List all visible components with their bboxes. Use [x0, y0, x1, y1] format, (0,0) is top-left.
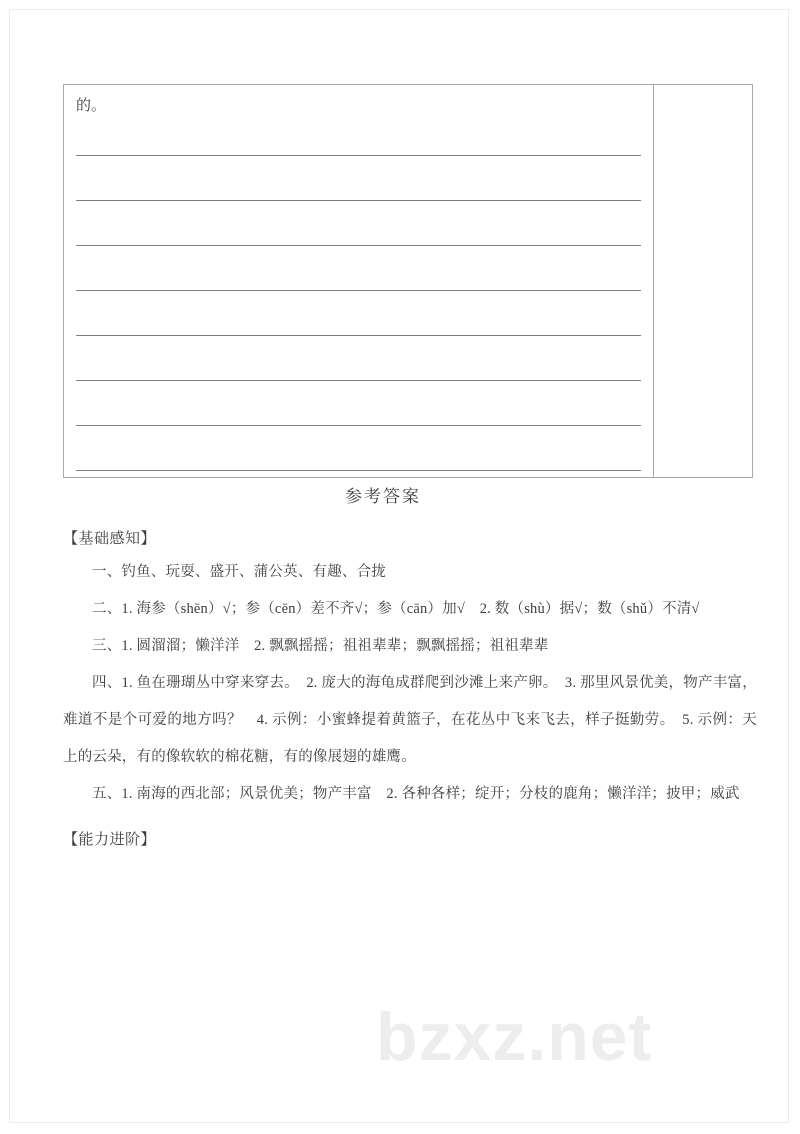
- answer-item-1: 一、钓鱼、玩耍、盛开、蒲公英、有趣、合拢: [92, 564, 386, 580]
- answer-item-5: 五、1. 南海的西北部；风景优美；物产丰富 2. 各种各样；绽开；分枝的鹿角；懒洋洋；披甲；威武: [92, 786, 740, 802]
- answer-key-title: 参考答案: [345, 487, 421, 506]
- site-watermark: bzxz.net: [376, 999, 653, 1075]
- answer-item-2: 二、1. 海参（shēn）√；参（cēn）差不齐√；参（cān）加√ 2. 数（shù）据√；数（shǔ）不清√: [92, 601, 700, 617]
- writing-rule: [76, 470, 641, 471]
- writing-rule-stack: [76, 155, 641, 471]
- section-heading-advanced: 【能力进阶】: [63, 832, 157, 848]
- writing-rule: [76, 335, 641, 336]
- answer-item-4: 四、1. 鱼在珊瑚丛中穿来穿去。 2. 庞大的海龟成群爬到沙滩上来产卵。 3. 那里风景优美，物产丰富，难道不是个可爱的地方吗？ 4. 示例：小蜜蜂提着黄篮子，在花丛中飞来飞去，样子挺勤劳。 5. 示例：天上的云朵，有的像软软的棉花糖，有的像展翅的雄鹰。: [63, 675, 757, 765]
- writing-rule: [76, 290, 641, 291]
- section-heading-basic: 【基础感知】: [63, 531, 157, 547]
- document-page: [9, 9, 789, 1123]
- writing-area-side-column: [654, 85, 752, 477]
- answer-key: [63, 482, 763, 855]
- writing-rule: [76, 380, 641, 381]
- writing-rule: [76, 200, 641, 201]
- writing-rule: [76, 155, 641, 156]
- writing-rule: [76, 425, 641, 426]
- writing-area-lead-text: 的。: [76, 98, 107, 114]
- answer-item-3: 三、1. 圆溜溜；懒洋洋 2. 飘飘摇摇；祖祖辈辈；飘飘摇摇；祖祖辈辈: [92, 638, 549, 654]
- writing-area-main-cell[interactable]: [64, 85, 654, 477]
- writing-rule: [76, 245, 641, 246]
- writing-area-table: [63, 84, 753, 478]
